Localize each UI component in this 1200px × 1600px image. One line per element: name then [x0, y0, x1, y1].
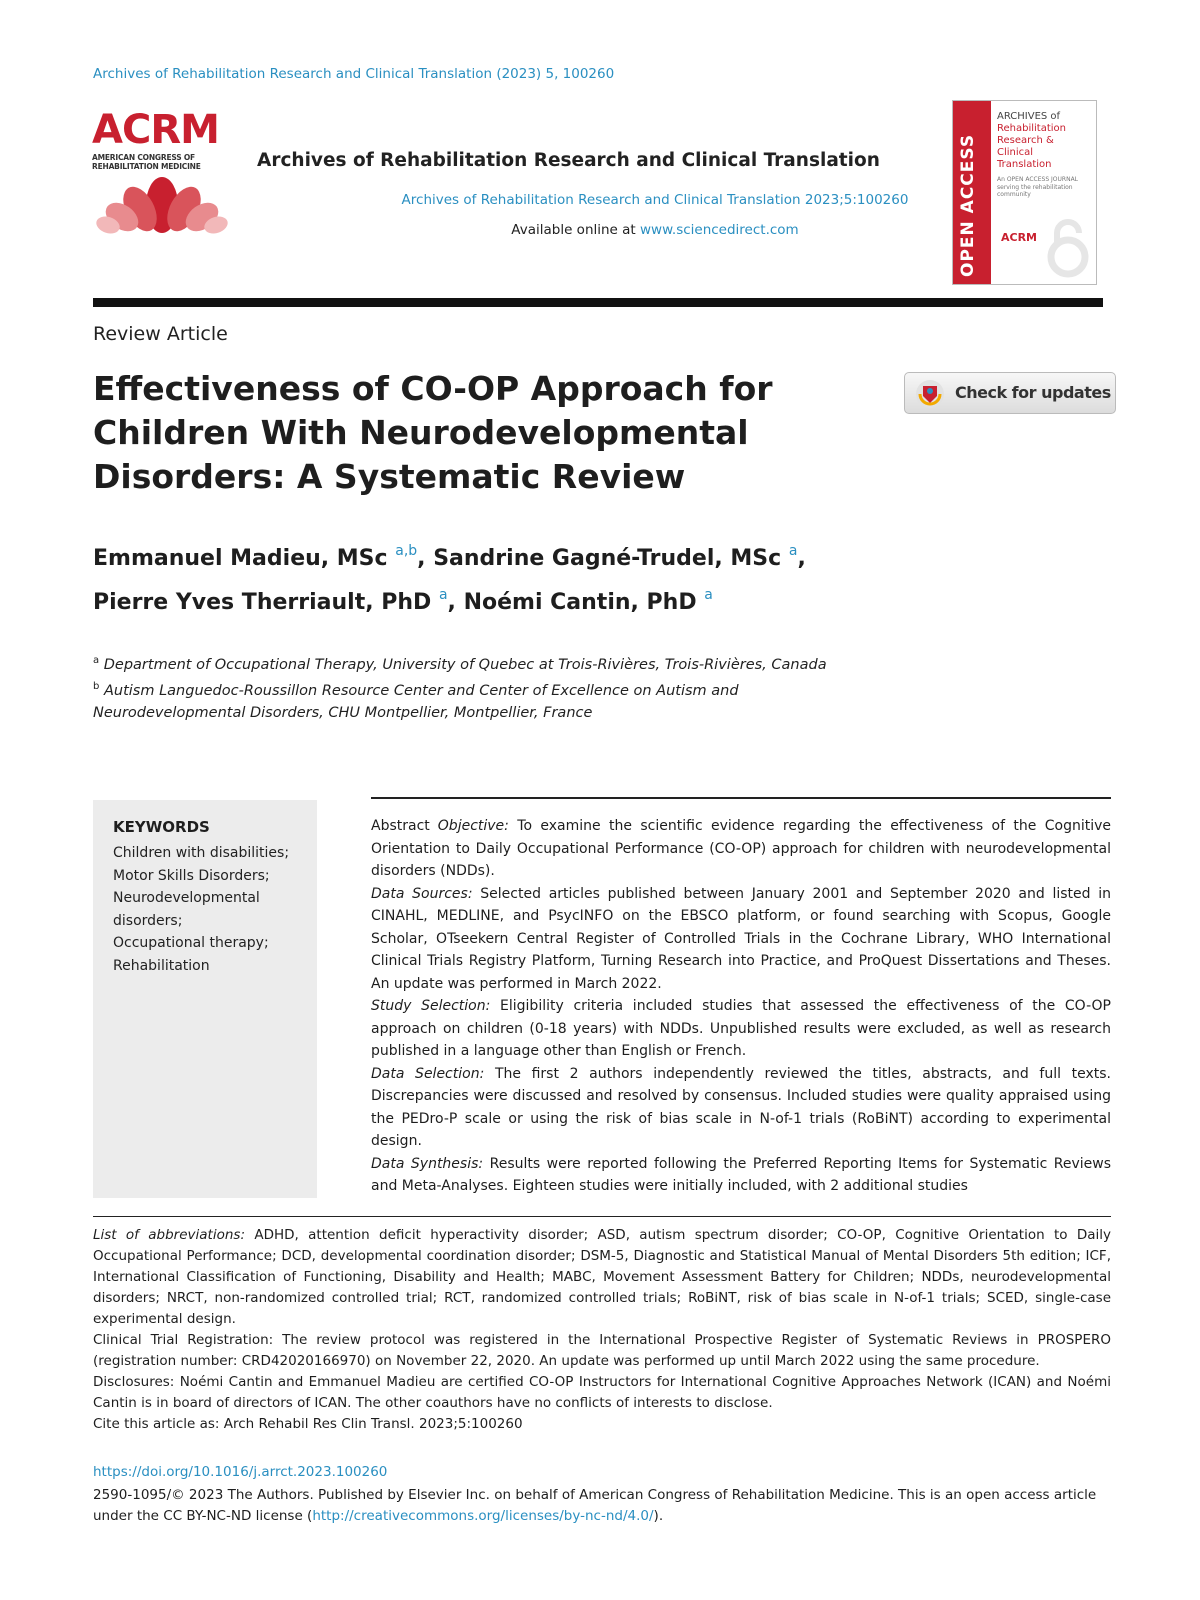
abstract-section-text: The first 2 authors independently reviewed the titles, abstracts, and full texts. Discrepancies were discussed and resolved by consensus. Included studies were quality appraised using the PEDro-P scale or using the risk of bias scale in N-of-1 trials (RoBiNT) according to experimental design. — [371, 1065, 1111, 1149]
acrm-logo — [92, 107, 242, 240]
abstract-section — [371, 1153, 1111, 1198]
author-name: Sandrine Gagné-Trudel, MSc — [433, 546, 782, 571]
footnote-divider — [93, 1216, 1111, 1217]
keyword-item[interactable]: Occupational therapy; — [113, 935, 269, 951]
author-separator: , — [447, 590, 464, 615]
abstract-section-label: Data Synthesis: — [371, 1155, 484, 1172]
abstract-section-label: Data Sources: — [371, 885, 473, 902]
license-link[interactable]: http://creativecommons.org/licenses/by-nc-nd/4.0/ — [312, 1508, 654, 1524]
header-divider — [93, 298, 1103, 307]
abstract-section — [371, 883, 1111, 996]
trial-registration-note: Clinical Trial Registration: The review protocol was registered in the International Prospective Register of Systematic Reviews in PROSPERO (registration number: CRD42020166970) on November 22, 2020. An update was performed up until March 2022 using the same procedure. — [93, 1332, 1111, 1369]
abstract-section-text: Eligibility criteria included studies that assessed the effectiveness of the CO-OP approach on children (0-18 years) with NDDs. Unpublished results were excluded, as well as research published in a language other than English or French. — [371, 998, 1111, 1059]
cover-title-line4: Translation — [997, 159, 1052, 170]
author-name: Noémi Cantin, PhD — [463, 590, 697, 615]
cover-title — [997, 111, 1092, 171]
article-type: Review Article — [93, 323, 228, 345]
logo-subtitle-line2: REHABILITATION MEDICINE — [92, 162, 201, 171]
affiliation-text: Autism Languedoc-Roussillon Resource Center and Center of Excellence on Autism and Neurodevelopmental Disorders, CHU Montpellier, Montpellier, France — [93, 683, 739, 721]
check-updates-icon — [913, 379, 947, 409]
affiliation-item — [93, 676, 853, 724]
affiliation-mark: b — [93, 681, 100, 692]
keyword-item[interactable]: Motor Skills Disorders; — [113, 867, 270, 884]
abbreviations-text: ADHD, attention deficit hyperactivity disorder; ASD, autism spectrum disorder; CO-OP, Cognitive Orientation to Daily Occupational Performance; DCD, developmental coordination disorder; DSM-5, Diagnostic and Statistical Manual of Mental Disorders 5th edition; ICF, International Classification of Functioning, Disability and Health; MABC, Movement Assessment Battery for Children; NDDs, neurodevelopmental disorders; NRCT, non-randomized controlled trial; RCT, randomized controlled trials; RoBiNT, risk of bias scale in N-of-1 trials; SCED, single-case experimental design. — [93, 1227, 1111, 1327]
affiliations — [93, 650, 853, 724]
license-suffix: ). — [653, 1508, 664, 1524]
author-name: Pierre Yves Therriault, PhD — [93, 590, 432, 615]
abstract-section — [371, 815, 1111, 883]
cite-as-note: Cite this article as: Arch Rehabil Res Clin Transl. 2023;5:100260 — [93, 1416, 523, 1432]
abstract-section-text: Selected articles published between January 2001 and September 2020 and listed in CINAHL, MEDLINE, and PsycINFO on the EBSCO platform, or found searching with Scopus, Google Scholar, OTseekern Central Register of Controlled Trials in the Cochrane Library, WHO International Clinical Trials Registry Platform, Turning Research into Practice, and ProQuest Dissertations and Theses. An update was performed in March 2022. — [371, 885, 1112, 992]
abstract-section-label: Data Selection: — [371, 1065, 485, 1082]
keyword-item[interactable]: Rehabilitation — [113, 957, 210, 974]
journal-title: Archives of Rehabilitation Research and Clinical Translation — [257, 150, 880, 171]
journal-cover[interactable] — [952, 100, 1097, 285]
abstract-divider — [371, 797, 1111, 799]
disclosures-note: Disclosures: Noémi Cantin and Emmanuel Madieu are certified CO-OP Instructors for International Cognitive Approaches Network (ICAN) and Noémi Cantin is in board of directors of ICAN. The other coauthors have no conflicts of interests to disclose. — [93, 1374, 1111, 1411]
author-affiliation-mark[interactable]: a — [788, 543, 798, 559]
footnotes — [93, 1225, 1111, 1435]
abstract-section-text: To examine the scientific evidence regarding the effectiveness of the Cognitive Orientation to Daily Occupational Performance (CO-OP) approach for children with neurodevelopmental disorders (NDDs). — [371, 818, 1112, 879]
keywords-box — [93, 800, 317, 1198]
cover-title-line3: Research & Clinical — [997, 135, 1054, 158]
check-for-updates-label: Check for updates — [955, 383, 1111, 402]
sciencedirect-link[interactable]: www.sciencedirect.com — [640, 222, 799, 238]
affiliation-item — [93, 650, 853, 676]
journal-citation-text[interactable]: Archives of Rehabilitation Research and Clinical Translation 2023;5:100260 — [401, 192, 909, 208]
check-for-updates-button[interactable] — [904, 372, 1116, 414]
abstract — [371, 815, 1111, 1198]
author-affiliation-mark[interactable]: a — [704, 587, 713, 603]
abstract-heading: Abstract — [371, 818, 430, 834]
abstract-section — [371, 1063, 1111, 1153]
cover-title-line2: Rehabilitation — [997, 123, 1067, 134]
cover-title-line1: ARCHIVES of — [997, 111, 1061, 122]
keyword-item[interactable]: Children with disabilities; — [113, 845, 290, 861]
abbreviations-label: List of abbreviations: — [93, 1227, 245, 1243]
logo-subtitle-line1: AMERICAN CONGRESS OF — [92, 153, 195, 162]
logo-acronym: ACRM — [92, 107, 219, 153]
keywords-heading: KEYWORDS — [113, 818, 210, 836]
author-separator: , — [797, 546, 806, 571]
article-title: Effectiveness of CO-OP Approach for Children With Neurodevelopmental Disorders: A Systematic Review — [93, 369, 773, 496]
author-name: Emmanuel Madieu, MSc — [93, 546, 388, 571]
available-prefix: Available online at — [511, 222, 636, 238]
open-access-label: OPEN ACCESS — [958, 133, 978, 277]
abstract-section-label: Objective: — [437, 818, 509, 834]
license-note — [93, 1485, 1111, 1527]
keywords-list — [113, 842, 313, 977]
license-text: 2590-1095/© 2023 The Authors. Published by Elsevier Inc. on behalf of American Congress of Rehabilitation Medicine. This is an open access article under the CC BY-NC-ND license ( — [93, 1487, 1097, 1524]
logo-subtitle — [92, 153, 242, 171]
doi-link[interactable]: https://doi.org/10.1016/j.arrct.2023.100260 — [93, 1464, 388, 1480]
author-separator: , — [417, 546, 434, 571]
cover-acronym: ACRM — [1001, 231, 1038, 244]
journal-citation-top[interactable]: Archives of Rehabilitation Research and Clinical Translation (2023) 5, 100260 — [93, 66, 615, 82]
abstract-section-label: Study Selection: — [371, 998, 491, 1014]
open-access-icon — [1045, 219, 1091, 279]
author-affiliation-mark[interactable]: a,b — [395, 543, 418, 559]
cover-blurb: An OPEN ACCESS JOURNAL serving the rehabilitation community — [997, 176, 1079, 198]
author-affiliation-mark[interactable]: a — [438, 587, 448, 603]
keyword-item[interactable]: Neurodevelopmental disorders; — [113, 890, 260, 929]
affiliation-mark: a — [93, 655, 100, 666]
abbreviations-note — [93, 1225, 1111, 1330]
affiliation-text: Department of Occupational Therapy, University of Quebec at Trois-Rivières, Trois-Rivières, Canada — [103, 657, 827, 673]
author-list — [93, 533, 993, 621]
abstract-section — [371, 995, 1111, 1063]
abstract-section-text: Results were reported following the Preferred Reporting Items for Systematic Reviews and Meta-Analyses. Eighteen studies were initially included, with 2 additional studies — [371, 1155, 1112, 1194]
